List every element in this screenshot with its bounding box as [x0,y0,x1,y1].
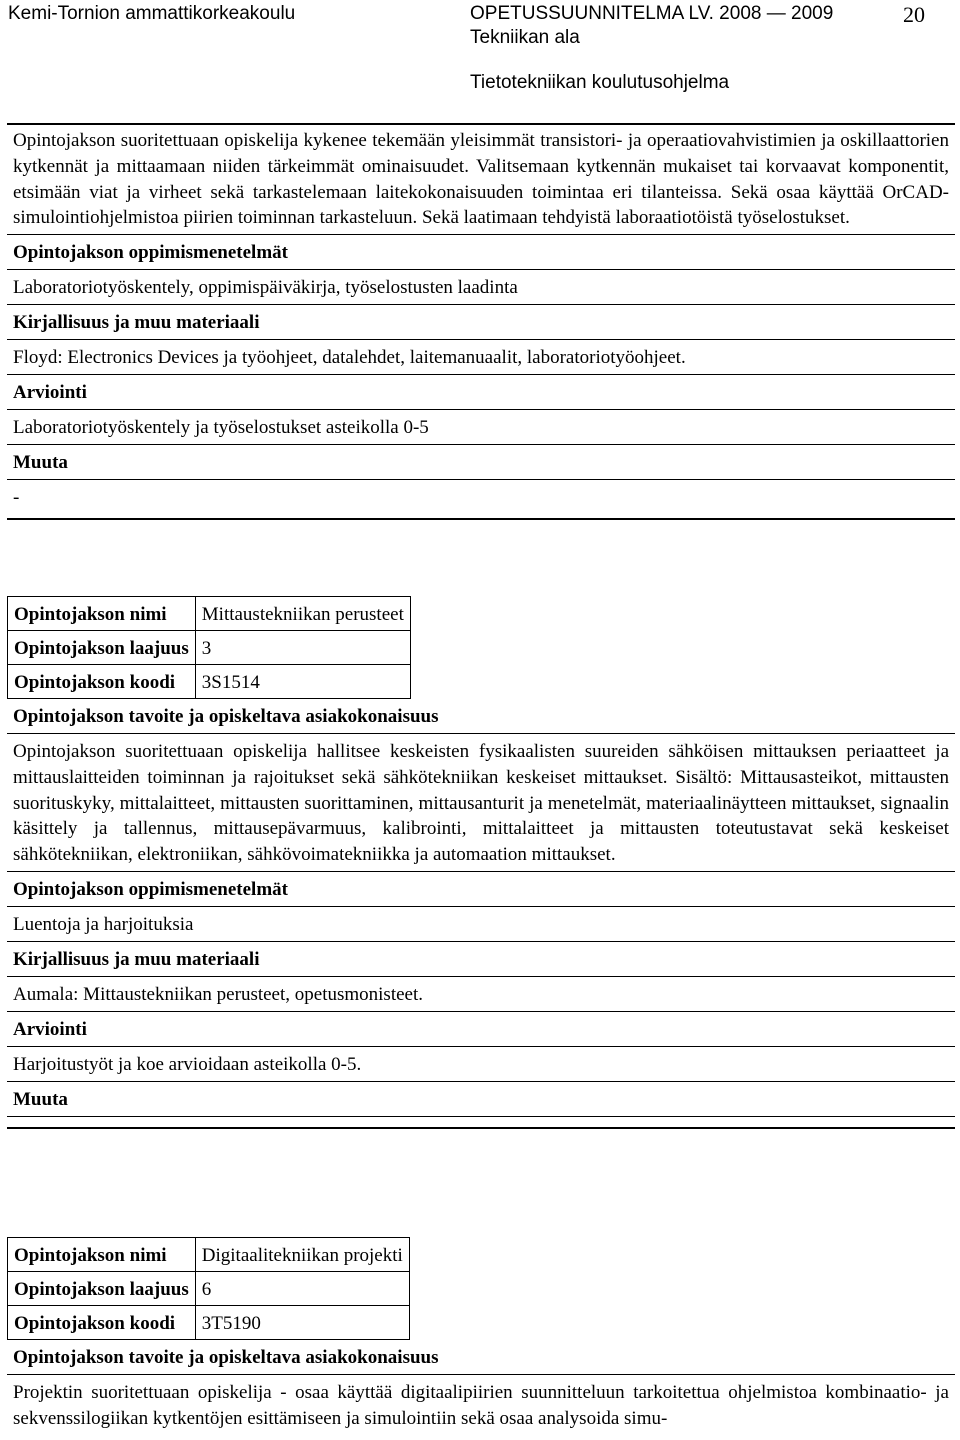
course-prev-other-heading: Muuta [7,444,955,479]
course-digital-scope: 6 [195,1272,409,1306]
course-prev-block [7,123,955,520]
course-measurement-block [7,596,955,1129]
course-digital-block [7,1237,955,1432]
course-measurement-scope: 3 [195,631,410,665]
course-prev-literature: Floyd: Electronics Devices ja työohjeet, datalehdet, laitemanuaalit, laboratoriotyöohjeet. [7,339,955,374]
course-digital-name: Digitaalitekniikan projekti [195,1238,409,1272]
table-row [8,597,411,631]
course-digital-meta-table [7,1237,410,1340]
course-digital-code: 3T5190 [195,1306,409,1340]
table-row [8,631,411,665]
table-row [8,1238,410,1272]
course-prev-methods-heading: Opintojakson oppimismenetelmät [7,234,955,269]
program-name: Tietotekniikan koulutusohjelma [470,72,730,93]
course-digital-goal-text: Projektin suoritettuaan opiskelija - osaa käyttää digitaalipiirien suunnitteluun tarkoitettua ohjelmistoa kombinaatio- ja sekvenssilogiikan kytkentöjen esittämiseen ja simulointiin sekä osaa analysoida simu- [7,1374,955,1432]
course-prev-literature-heading: Kirjallisuus ja muu materiaali [7,304,955,339]
course-measurement-other-heading: Muuta [7,1081,955,1116]
institution-name: Kemi-Tornion ammattikorkeakoulu [8,3,296,24]
course-measurement-goal-text: Opintojakson suoritettuaan opiskelija hallitsee keskeisten fysikaalisten suureiden sähköisen mittauksen periaatteet ja mittauslaitteiden toiminnan ja rajoitukset sekä sähkötekniikan keskeiset mittaukset. Sisältö: Mittausasteikot, mittausten suorituskyky, mittalaitteet, mittausten suorittaminen, mittausanturit ja menetelmät, materiaalinäytteen mittaukset, signaalin käsittely ja tallennus, mittausepävarmuus, kalibrointi, mittalaitteet ja mittausten toteutustavat sekä keskeiset sähkötekniikan, elektroniikan, sähkövoimatekniikka ja automaation mittaukset. [7,733,955,871]
course-digital-scope-label: Opintojakson laajuus [8,1272,196,1306]
course-measurement-goal-heading: Opintojakson tavoite ja opiskeltava asiakokonaisuus [13,706,439,727]
course-measurement-code-label: Opintojakson koodi [8,665,196,699]
table-row [8,1306,410,1340]
course-measurement-meta-table [7,596,411,699]
course-measurement-code: 3S1514 [195,665,410,699]
table-row [8,665,411,699]
table-row [8,1272,410,1306]
course-measurement-assessment: Harjoitustyöt ja koe arvioidaan asteikolla 0-5. [7,1046,955,1081]
course-measurement-literature: Aumala: Mittaustekniikan perusteet, opetusmonisteet. [7,976,955,1011]
course-measurement-name-label: Opintojakson nimi [8,597,196,631]
course-digital-name-label: Opintojakson nimi [8,1238,196,1272]
course-prev-assessment: Laboratoriotyöskentely ja työselostukset asteikolla 0-5 [7,409,955,444]
course-measurement-methods: Luentoja ja harjoituksia [7,906,955,941]
course-measurement-other [7,1116,955,1127]
course-measurement-assessment-heading: Arviointi [7,1011,955,1046]
course-prev-goal-text: Opintojakson suoritettuaan opiskelija kykenee tekemään yleisimmät transistori- ja operaatiovahvistimien ja oskillaattorien kytkennät ja mittaamaan niiden tärkeimmät ominaisuudet. Valitsemaan kytkennän mukaiset tai korvaavat komponentit, etsimään viat ja virheet sekä tarkastelemaan laitekokonaisuuden toimintaa eri tilanteissa. Sekä osaa käyttää OrCAD- simulointiohjelmistoa piirien toiminnan tarkasteluun. Sekä laatimaan tehdyistä laboraatiotöistä työselostukset. [13,130,949,229]
course-measurement-methods-heading: Opintojakson oppimismenetelmät [7,871,955,906]
field-name: Tekniikan ala [470,27,580,48]
course-measurement-scope-label: Opintojakson laajuus [8,631,196,665]
curriculum-title: OPETUSSUUNNITELMA LV. 2008 — 2009 [470,3,834,24]
course-digital-code-label: Opintojakson koodi [8,1306,196,1340]
page-number: 20 [903,2,925,27]
course-prev-methods: Laboratoriotyöskentely, oppimispäiväkirja, työselostusten laadinta [7,269,955,304]
course-measurement-literature-heading: Kirjallisuus ja muu materiaali [7,941,955,976]
course-measurement-name: Mittaustekniikan perusteet [195,597,410,631]
course-prev-other: - [7,479,955,518]
course-digital-goal-heading: Opintojakson tavoite ja opiskeltava asiakokonaisuus [13,1347,439,1368]
course-prev-assessment-heading: Arviointi [7,374,955,409]
